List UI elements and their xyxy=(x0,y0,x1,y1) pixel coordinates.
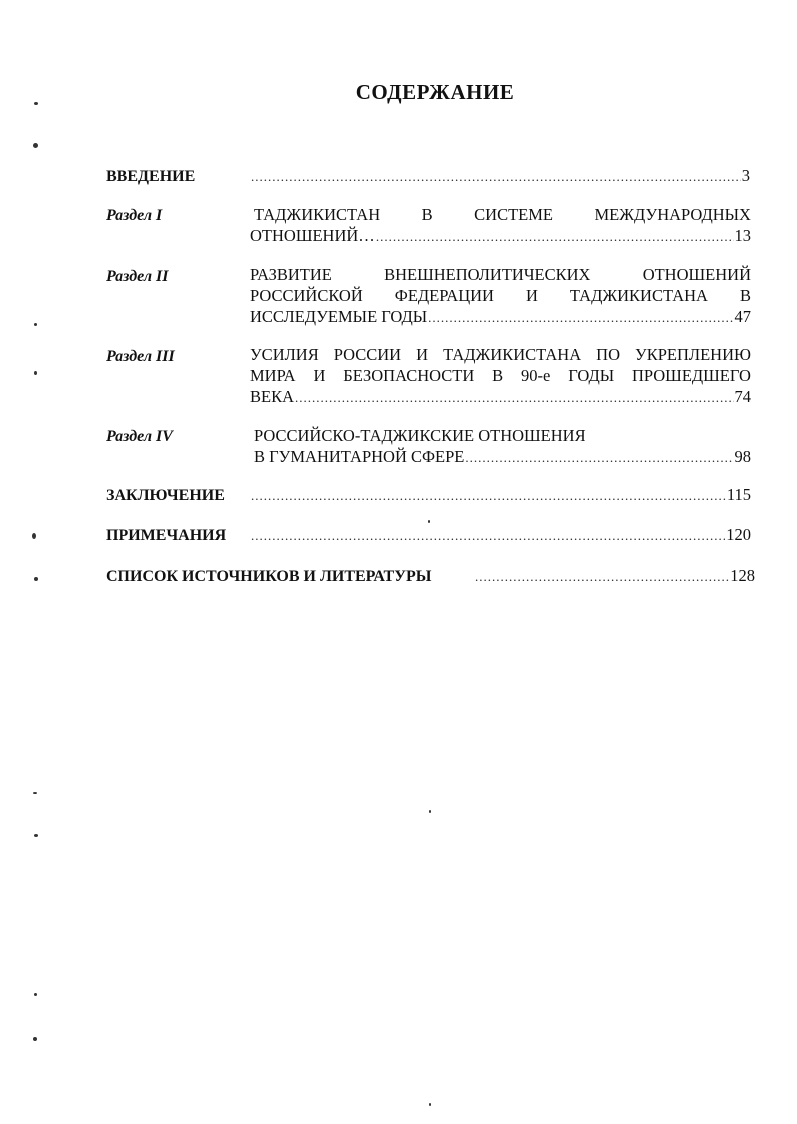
section-1-title-line-2: ОТНОШЕНИЙ… xyxy=(250,226,375,245)
word: МИРА xyxy=(250,366,296,385)
intro-label: ВВЕДЕНИЕ xyxy=(106,168,196,185)
dot-leader xyxy=(251,526,725,546)
word: ГОДЫ xyxy=(568,366,615,385)
intro-page-number: 3 xyxy=(741,166,750,185)
section-3-leader-line xyxy=(250,387,751,408)
dot-leader xyxy=(251,486,726,506)
section-4-title-line-2: В ГУМАНИТАРНОЙ СФЕРЕ xyxy=(254,447,465,466)
conclusion-label: ЗАКЛЮЧЕНИЕ xyxy=(106,487,225,504)
section-2-title-line-1 xyxy=(250,265,751,285)
section-3-title-line-2 xyxy=(250,366,751,386)
scan-speck xyxy=(34,577,38,581)
word: ПРОШЕДШЕГО xyxy=(631,366,751,385)
word: БЕЗОПАСНОСТИ xyxy=(343,366,475,385)
scan-speck xyxy=(34,834,38,837)
dot-leader xyxy=(376,227,734,247)
section-2-title-line-3: ИССЛЕДУЕМЫЕ ГОДЫ xyxy=(250,307,428,326)
section-2-leader-line xyxy=(250,307,751,328)
scan-speck xyxy=(34,323,37,326)
word: И xyxy=(313,366,326,385)
word: ОТНОШЕНИЙ xyxy=(642,265,751,284)
word: В xyxy=(421,205,433,224)
word: ФЕДЕРАЦИИ xyxy=(394,286,494,305)
section-3-title-line-1 xyxy=(250,345,751,365)
scan-speck xyxy=(33,792,37,794)
word: РОССИЙСКОЙ xyxy=(250,286,363,305)
dot-leader xyxy=(465,448,733,468)
scan-speck xyxy=(33,1037,37,1041)
word: 90-е xyxy=(521,366,551,385)
dot-leader xyxy=(475,567,729,587)
dot-leader xyxy=(428,308,733,328)
dot-leader xyxy=(295,388,733,408)
scan-speck xyxy=(33,143,38,148)
section-1-label: Раздел I xyxy=(106,207,163,224)
word: ТАДЖИКИСТАНА xyxy=(569,286,708,305)
section-4-label: Раздел IV xyxy=(106,428,173,445)
word: И xyxy=(525,286,538,305)
word: МЕЖДУНАРОДНЫХ xyxy=(594,205,751,224)
word: СИСТЕМЕ xyxy=(474,205,554,224)
word: УКРЕПЛЕНИЮ xyxy=(635,345,751,364)
word: ПО xyxy=(596,345,621,364)
word: УСИЛИЯ xyxy=(250,345,319,364)
intro-leader-line xyxy=(250,166,750,187)
section-1-leader-line xyxy=(250,226,751,247)
word: ТАДЖИКИСТАН xyxy=(254,205,381,224)
scan-speck xyxy=(34,102,38,105)
section-1-page-number: 13 xyxy=(734,226,751,245)
dot-leader xyxy=(251,167,741,187)
scan-speck xyxy=(34,371,37,375)
section-2-label: Раздел II xyxy=(106,268,169,285)
scan-speck xyxy=(429,1103,431,1106)
conclusion-page-number: 115 xyxy=(726,485,751,504)
scan-speck xyxy=(428,520,430,523)
word: В xyxy=(492,366,504,385)
section-4-page-number: 98 xyxy=(734,447,751,466)
page-title: СОДЕРЖАНИЕ xyxy=(355,80,515,104)
section-4-title-line-1: РОССИЙСКО-ТАДЖИКСКИЕ ОТНОШЕНИЯ xyxy=(254,426,586,445)
conclusion-leader-line xyxy=(250,485,751,506)
section-2-page-number: 47 xyxy=(734,307,751,326)
word: В xyxy=(739,286,751,305)
word: РОССИИ xyxy=(333,345,402,364)
scan-speck xyxy=(32,533,36,539)
sources-label: СПИСОК ИСТОЧНИКОВ И ЛИТЕРАТУРЫ xyxy=(106,568,432,585)
sources-leader-line xyxy=(474,566,755,587)
section-3-title-line-3: ВЕКА xyxy=(250,387,295,406)
notes-leader-line xyxy=(250,525,751,546)
sources-page-number: 128 xyxy=(730,566,755,585)
notes-label: ПРИМЕЧАНИЯ xyxy=(106,527,227,544)
word: ТАДЖИКИСТАНА xyxy=(443,345,582,364)
section-3-page-number: 74 xyxy=(734,387,751,406)
section-1-title-line-1 xyxy=(254,205,751,225)
section-4-leader-line xyxy=(254,447,751,468)
section-3-label: Раздел III xyxy=(106,348,175,365)
word: РАЗВИТИЕ xyxy=(250,265,332,284)
word: ВНЕШНЕПОЛИТИЧЕСКИХ xyxy=(384,265,591,284)
section-2-title-line-2 xyxy=(250,286,751,306)
word: И xyxy=(416,345,429,364)
scan-speck xyxy=(429,810,431,813)
notes-page-number: 120 xyxy=(726,525,751,544)
scan-speck xyxy=(34,993,37,996)
